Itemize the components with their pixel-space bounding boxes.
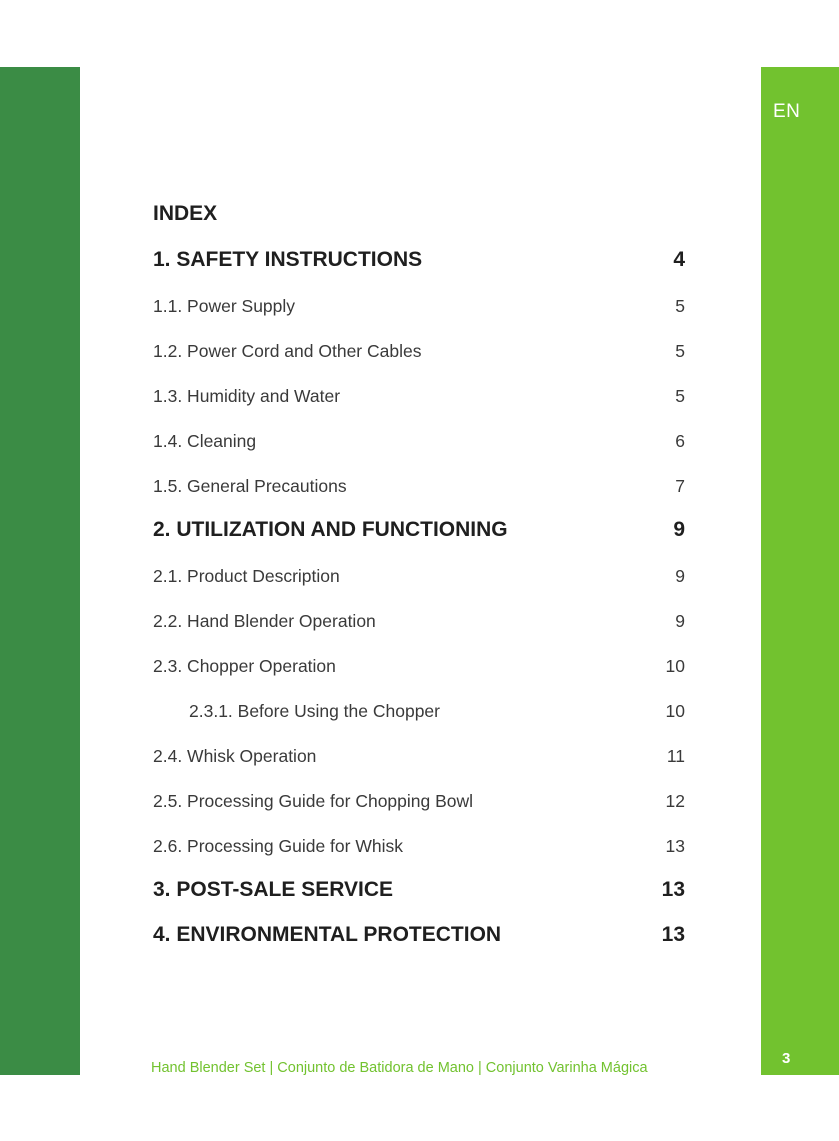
toc-entry-label: 4. ENVIRONMENTAL PROTECTION (153, 923, 502, 946)
toc-entry-label: 2.3. Chopper Operation (153, 656, 336, 676)
footer-product-names: Hand Blender Set | Conjunto de Batidora de Mano | Conjunto Varinha Mágica (151, 1060, 648, 1076)
toc-entry-page: 7 (675, 476, 685, 496)
toc-entry-label: 1.3. Humidity and Water (153, 386, 341, 406)
toc-entry-page: 10 (665, 656, 685, 676)
toc-entry-label: 2.4. Whisk Operation (153, 746, 317, 766)
toc-entry-label: 1.5. General Precautions (153, 476, 347, 496)
toc-entry-page: 13 (661, 923, 685, 946)
toc-entry-label: 1.1. Power Supply (153, 296, 296, 316)
toc-entry-page: 11 (666, 746, 685, 766)
toc-entry-page: 9 (673, 518, 685, 541)
toc-entry-page: 12 (665, 791, 685, 811)
toc-entry-2-2[interactable] (153, 611, 685, 632)
toc-entry-label: 2.2. Hand Blender Operation (153, 611, 376, 631)
toc-entry-2-3[interactable] (153, 656, 685, 677)
toc-section-2[interactable] (153, 518, 685, 542)
toc-entry-page: 6 (675, 431, 685, 451)
toc-entry-label: 1.4. Cleaning (153, 431, 257, 451)
toc-entry-2-4[interactable] (153, 746, 685, 767)
toc-entry-page: 9 (675, 611, 685, 631)
toc-entry-label: 1. SAFETY INSTRUCTIONS (153, 248, 423, 271)
toc-entry-page: 5 (675, 386, 685, 406)
toc-entry-1-2[interactable] (153, 341, 685, 362)
right-color-band (761, 67, 839, 1075)
index-title: INDEX (153, 202, 218, 225)
toc-entry-label: 2.1. Product Description (153, 566, 340, 586)
toc-entry-page: 10 (665, 701, 685, 721)
toc-entry-label: 2.3.1. Before Using the Chopper (189, 701, 440, 721)
toc-entry-1-1[interactable] (153, 296, 685, 317)
toc-entry-1-4[interactable] (153, 431, 685, 452)
toc-entry-label: 3. POST-SALE SERVICE (153, 878, 394, 901)
left-color-band (0, 67, 80, 1075)
toc-entry-2-3-1[interactable] (189, 701, 685, 722)
toc-entry-label: 2.5. Processing Guide for Chopping Bowl (153, 791, 474, 811)
toc-entry-2-5[interactable] (153, 791, 685, 812)
toc-section-4[interactable] (153, 923, 685, 947)
toc-entry-label: 2. UTILIZATION AND FUNCTIONING (153, 518, 508, 541)
toc-entry-2-6[interactable] (153, 836, 685, 857)
toc-entry-label: 1.2. Power Cord and Other Cables (153, 341, 422, 361)
toc-entry-1-5[interactable] (153, 476, 685, 497)
toc-entry-2-1[interactable] (153, 566, 685, 587)
toc-entry-label: 2.6. Processing Guide for Whisk (153, 836, 403, 856)
page-number: 3 (782, 1050, 791, 1067)
toc-entry-page: 4 (673, 248, 685, 271)
toc-entry-page: 5 (675, 341, 685, 361)
toc-entry-page: 13 (661, 878, 685, 901)
toc-entry-1-3[interactable] (153, 386, 685, 407)
toc-entry-page: 5 (675, 296, 685, 316)
toc-entry-page: 13 (665, 836, 685, 856)
toc-section-1[interactable] (153, 248, 685, 272)
toc-section-3[interactable] (153, 878, 685, 902)
language-code: EN (773, 101, 801, 122)
toc-entry-page: 9 (675, 566, 685, 586)
